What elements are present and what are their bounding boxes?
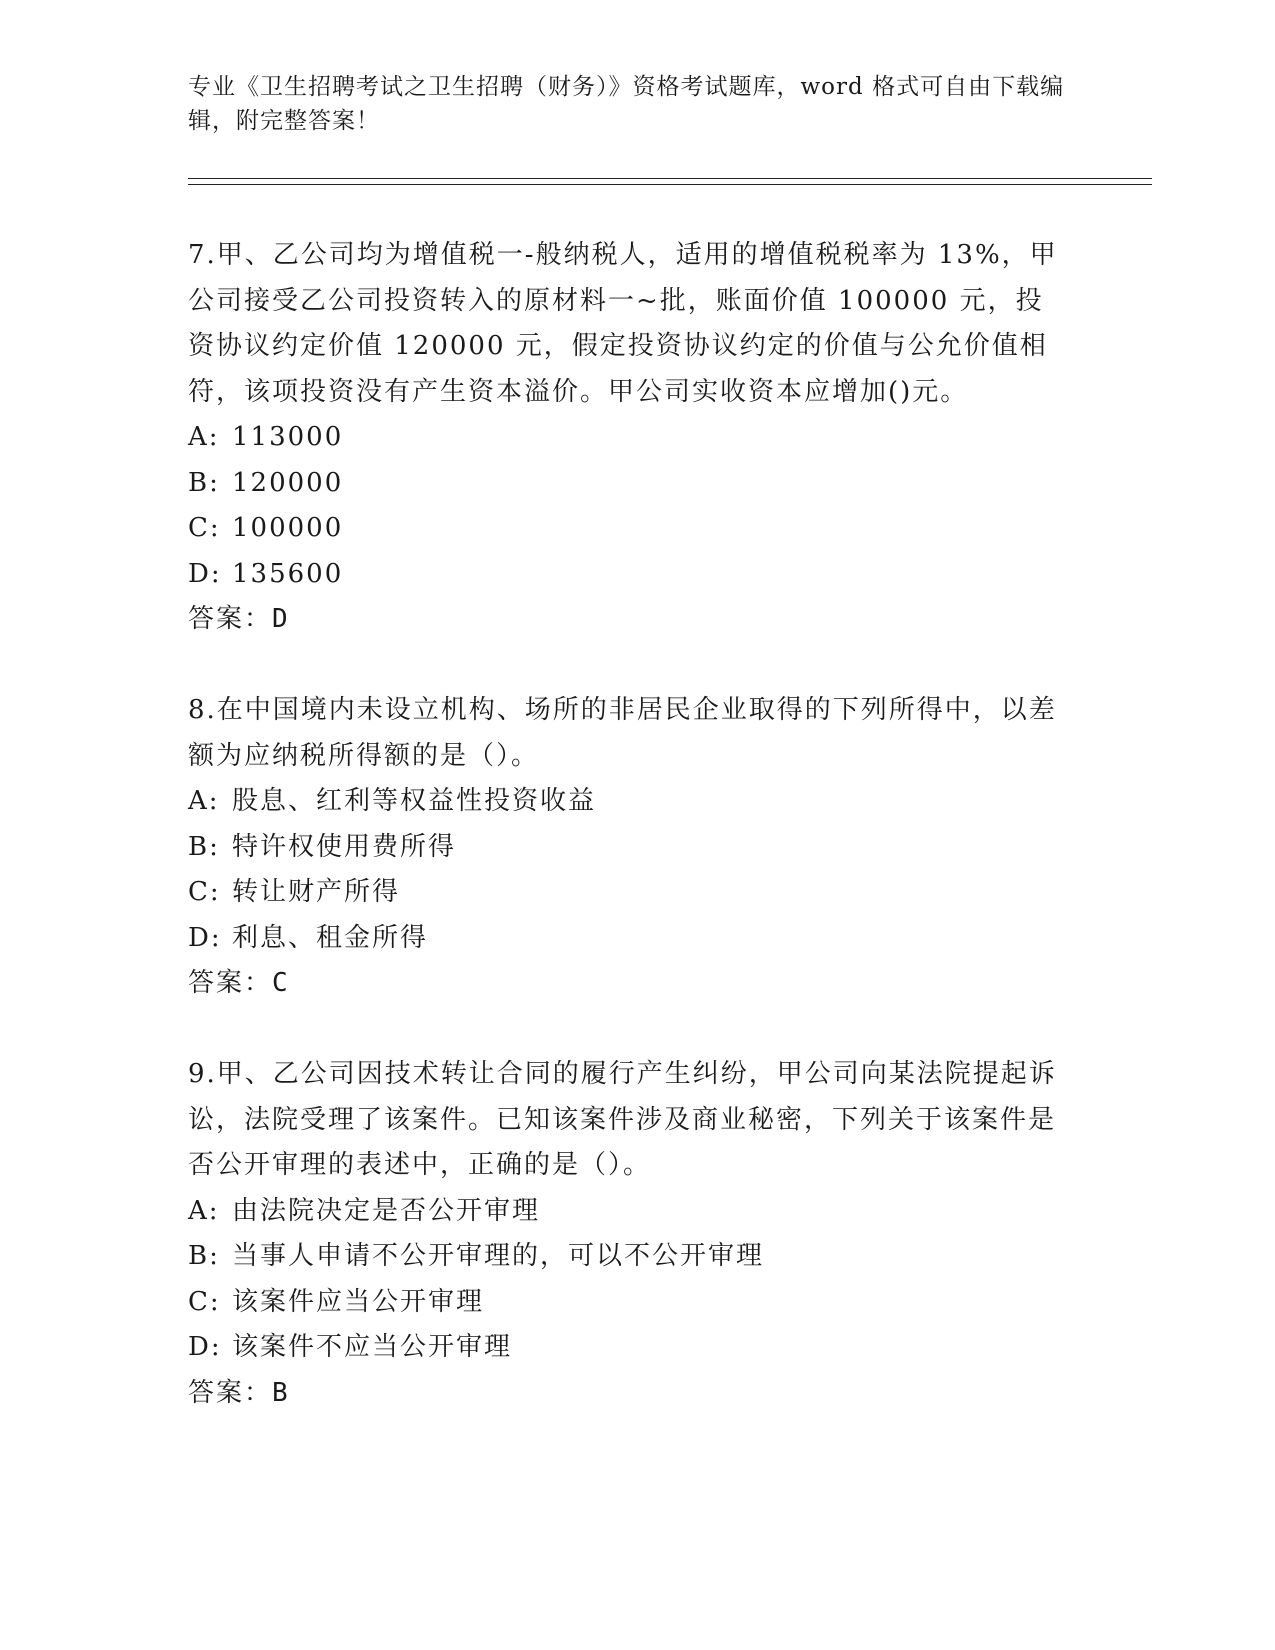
option-text: 利息、租金所得 [232,922,429,953]
option-letter: D: [188,558,222,589]
option-text: 120000 [232,467,344,498]
option-text: 股息、红利等权益性投资收益 [232,786,597,816]
option-letter: D: [188,922,222,953]
question-stem: 8.在中国境内未设立机构、场所的非居民企业取得的下列所得中，以差额为应纳税所得额的是（）。 [188,695,1057,771]
option-letter: C: [188,513,221,543]
document-header: 专业《卫生招聘考试之卫生招聘（财务）》资格考试题库，word 格式可自由下载编辑，附完整答案！ [188,74,1065,134]
question-stem: 9.甲、乙公司因技术转让合同的履行产生纠纷，甲公司向某法院提起诉讼，法院受理了该案件。已知该案件涉及商业秘密，下列关于该案件是否公开审理的表述中，正确的是（）。 [188,1059,1057,1180]
option-d [188,916,1068,962]
option-a [188,415,1068,461]
option-text: 由法院决定是否公开审理 [232,1195,541,1226]
answer-line [188,961,1068,1007]
question-7 [188,233,1068,643]
option-text: 特许权使用费所得 [232,831,457,862]
option-text: 该案件应当公开审理 [232,1286,485,1317]
answer-label: 答案： [188,1377,273,1408]
question-stem: 7.甲、乙公司均为增值税一-般纳税人，适用的增值税税率为 13%，甲公司接受乙公司投资转入的原材料一~批，账面价值 100000 元，投资协议约定价值 120000 元，假定投资协议约定的价值与公允价值相符，该项投资没有产生资本溢价。甲公司实收资本应增加()元。 [188,240,1058,407]
option-letter: C: [188,877,221,907]
option-b [188,1234,1068,1280]
question-9 [188,1052,1068,1416]
option-letter: A: [188,1195,220,1226]
option-letter: A: [188,422,220,452]
answer-value: B [272,1377,289,1408]
header-divider-top [188,178,1152,179]
option-text: 113000 [232,422,344,452]
answer-line [188,1371,1068,1417]
option-a [188,779,1068,825]
option-text: 该案件不应当公开审理 [232,1332,513,1362]
answer-label: 答案： [188,968,273,998]
option-letter: D: [188,1332,222,1362]
option-d [188,1325,1068,1371]
question-8 [188,688,1068,1007]
answer-value: C [272,968,289,998]
option-b [188,461,1068,507]
option-letter: A: [188,786,220,816]
option-text: 转让财产所得 [232,877,401,907]
option-d [188,552,1068,598]
option-c [188,1280,1068,1326]
header-divider-bottom [188,184,1152,185]
option-c [188,506,1068,552]
option-text: 100000 [232,513,344,543]
option-letter: C: [188,1286,221,1317]
option-letter: B: [188,831,220,862]
answer-line [188,597,1068,643]
option-c [188,870,1068,916]
option-a [188,1189,1068,1235]
option-text: 当事人申请不公开审理的，可以不公开审理 [232,1241,765,1271]
answer-label: 答案： [188,604,273,634]
option-text: 135600 [232,558,344,589]
option-b [188,825,1068,871]
option-letter: B: [188,1241,220,1271]
option-letter: B: [188,467,220,498]
answer-value: D [272,604,289,634]
